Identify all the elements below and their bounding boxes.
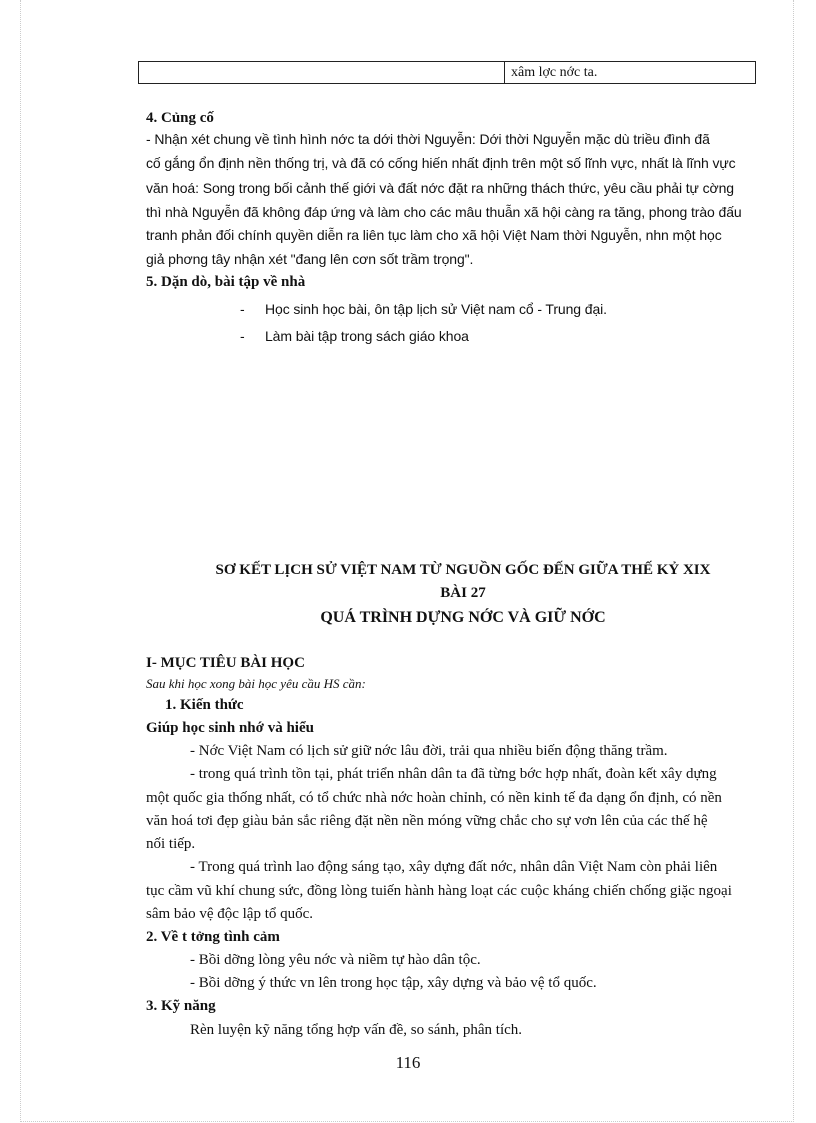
title-line-2: BÀI 27 (440, 585, 486, 601)
section4-line-3: văn hoá: Song trong bối cảnh thế giới và đất nớc đặt ra những thách thức, yêu cầu phải tự cờng (146, 180, 734, 196)
title-line-1: SƠ KẾT LỊCH SỬ VIỆT NAM TỪ NGUỒN GỐC ĐẾN GIỮA THẾ KỶ XIX (215, 562, 711, 578)
knowledge-line-6: - Trong quá trình lao động sáng tạo, xây dựng đất nớc, nhân dân Việt Nam còn phải liên (190, 859, 718, 875)
section4-line-4: thì nhà Nguyễn đã không đáp ứng và làm cho các mâu thuẫn xã hội càng ra tăng, phong trào đấu (146, 204, 742, 220)
skill-heading: 3. Kỹ năng (146, 998, 216, 1014)
knowledge-line-1: - Nớc Việt Nam có lịch sử giữ nớc lâu đời, trải qua nhiều biến động thăng trầm. (190, 743, 668, 759)
bullet-dash: - (240, 328, 245, 344)
knowledge-line-3: một quốc gia thống nhất, có tổ chức nhà nớc hoàn chỉnh, có nền kinh tế đa dạng ổn định, có nền (146, 790, 722, 806)
table-cell-left (139, 62, 505, 83)
section5-item-2: Làm bài tập trong sách giáo khoa (265, 328, 469, 344)
knowledge-line-2: - trong quá trình tồn tại, phát triển nhân dân ta đã từng bớc hợp nhất, đoàn kết xây dựng (190, 766, 717, 782)
knowledge-line-4: văn hoá tơi đẹp giàu bản sắc riêng đặt nền nền móng vững chắc cho sự vơn lên của các thế hệ (146, 813, 708, 829)
thought-heading: 2. Về t tởng tình cảm (146, 929, 280, 945)
section4-line-6: giả phơng tây nhận xét "đang lên cơn sốt trầm trọng". (146, 251, 474, 267)
objectives-heading: I- MỤC TIÊU BÀI HỌC (146, 655, 305, 671)
section4-line-5: tranh phản đối chính quyền diễn ra liên tục làm cho xã hội Việt Nam thời Nguyễn, nhn một học (146, 227, 722, 243)
thought-line-1: - Bồi dỡng lòng yêu nớc và niềm tự hào dân tộc. (190, 952, 481, 968)
objectives-intro: Sau khi học xong bài học yêu cầu HS cần: (146, 676, 366, 691)
knowledge-heading: 1. Kiến thức (165, 697, 244, 713)
table-cell-right: xâm lợc nớc ta. (511, 65, 598, 80)
section5-heading: 5. Dặn dò, bài tập về nhà (146, 274, 306, 290)
knowledge-line-7: tục cầm vũ khí chung sức, đồng lòng tuiến hành hàng loạt các cuộc kháng chiến chống giặc ngoại (146, 883, 732, 899)
knowledge-line-8: sâm bảo vệ độc lập tổ quốc. (146, 906, 314, 922)
section4-line-2: cố gắng ổn định nền thống trị, và đã có cống hiến nhất định trên một số lĩnh vực, nhất là lĩnh vực (146, 155, 736, 171)
help-heading: Giúp học sinh nhớ và hiểu (146, 720, 314, 736)
section4-line-1: - Nhận xét chung về tình hình nớc ta dới thời Nguyễn: Dới thời Nguyễn mặc dù triều đình đã (146, 131, 710, 147)
table-row (138, 61, 756, 84)
title-line-3: QUÁ TRÌNH DỰNG NỚC VÀ GIỮ NỚC (320, 609, 606, 626)
knowledge-line-5: nối tiếp. (146, 836, 196, 852)
section5-item-1: Học sinh học bài, ôn tập lịch sử Việt nam cổ - Trung đại. (265, 301, 607, 317)
section4-heading: 4. Củng cố (146, 110, 214, 126)
skill-line: Rèn luyện kỹ năng tổng hợp vấn đề, so sánh, phân tích. (190, 1022, 523, 1038)
bullet-dash: - (240, 301, 245, 317)
thought-line-2: - Bồi dỡng ý thức vn lên trong học tập, xây dựng và bảo vệ tổ quốc. (190, 975, 597, 991)
page-number: 116 (395, 1053, 421, 1072)
